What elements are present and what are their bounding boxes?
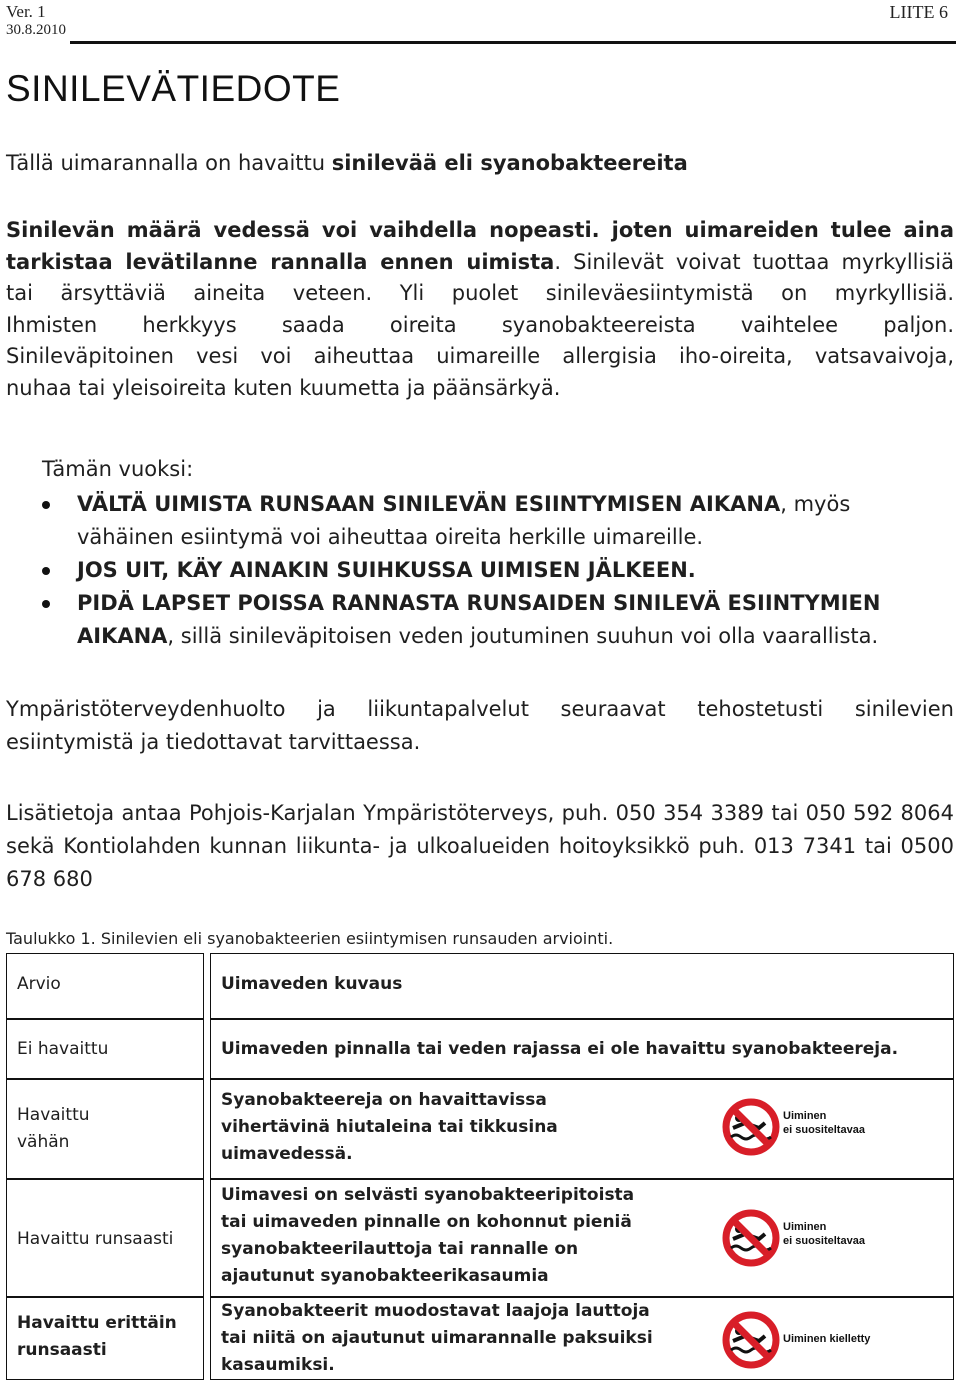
rating-text: Havaittu vähän [17, 1105, 90, 1152]
sign-text: Uiminen ei suositeltavaa [783, 1110, 865, 1136]
no-swimming-icon [721, 1310, 891, 1374]
document-version: Ver. 1 [6, 2, 46, 21]
table-caption: Taulukko 1. Sinilevien eli syanobakteerien esiintymisen runsauden arviointi. [6, 929, 614, 948]
warning-text-3: tai ärsyttäviä aineita veteen. Yli puolet sinileväesiintymistä on myrkyllisiä. [6, 281, 954, 305]
header-kuvaus: Uimaveden kuvaus [221, 974, 403, 994]
no-swimming-icon [721, 1208, 881, 1272]
warning-line-3 [6, 278, 954, 310]
table-row-rating [6, 1079, 204, 1179]
description-text: Uimaveden pinnalla tai veden rajassa ei ole havaittu syanobakteereja. [221, 1039, 899, 1059]
no-swimming-sign [721, 1208, 881, 1272]
advice-bold: VÄLTÄ UIMISTA RUNSAAN SINILEVÄN ESIINTYMISEN AIKANA [77, 492, 781, 516]
table-row-description [210, 1079, 954, 1179]
advice-item [0, 587, 950, 653]
bullet-icon [42, 567, 50, 575]
description-text: Uimavesi on selvästi syanobakteeripitoista tai uimaveden pinnalle on kohonnut pieniä syanobakteerilauttoja tai rannalle on ajautunut syanobakteerikasaumia [221, 1185, 635, 1286]
rating-text: Ei havaittu [17, 1039, 109, 1059]
sign-text: Uiminen ei suositeltavaa [783, 1221, 865, 1247]
appendix-label: LIITE 6 [889, 2, 948, 22]
therefore-label: Tämän vuoksi: [42, 457, 194, 481]
monitoring-paragraph: Ympäristöterveydenhuolto ja liikuntapalvelut seuraavat tehostetusti sinilevien esiintymistä ja tiedottavat tarvittaessa. [6, 697, 954, 754]
no-swimming-sign [721, 1097, 881, 1161]
document-date: 30.8.2010 [6, 22, 66, 38]
table-row-description [210, 1179, 954, 1297]
warning-text-5: Sinileväpitoinen vesi voi aiheuttaa uimareille allergisia iho-oireita, vatsavaivoja, [6, 344, 954, 368]
advice-item [0, 554, 950, 587]
description-text: Syanobakteerit muodostavat laajoja lauttoja tai niitä on ajautunut uimarannalle paksuiksi kasaumiksi. [221, 1301, 653, 1375]
table-header-cell [210, 953, 954, 1019]
intro-paragraph [6, 148, 954, 180]
warning-line-4 [6, 310, 954, 342]
warning-line-6 [6, 373, 954, 405]
table-row-rating [6, 1179, 204, 1297]
warning-line-1 [6, 215, 954, 247]
table-row-description [210, 1297, 954, 1380]
advice-text: , sillä sinileväpitoisen veden joutuminen suuhun voi olla vaarallista. [167, 624, 879, 648]
intro-text: Tällä uimarannalla on havaittu [6, 151, 332, 175]
advice-item [0, 488, 950, 554]
sign-text: Uiminen kielletty [783, 1333, 871, 1345]
intro-bold: sinilevää eli syanobakteereita [331, 151, 688, 175]
advice-text: , myös vähäinen esiintymä voi aiheuttaa oireita herkille uimareille. [77, 492, 851, 549]
advice-bold: JOS UIT, KÄY AINAKIN SUIHKUSSA UIMISEN JÄLKEEN. [77, 558, 696, 582]
header-arvio: Arvio [17, 974, 61, 994]
advice-bold: PIDÄ LAPSET POISSA RANNASTA RUNSAIDEN SINILEVÄ ESIINTYMIEN AIKANA [77, 591, 881, 648]
table-row-description [210, 1019, 954, 1079]
no-swimming-sign [721, 1310, 891, 1374]
bullet-icon [42, 501, 50, 509]
table-header-cell [6, 953, 204, 1019]
advice-list [0, 488, 950, 653]
warning-paragraph [6, 215, 954, 404]
contact-paragraph: Lisätietoja antaa Pohjois-Karjalan Ympäristöterveys, puh. 050 354 3389 tai 050 592 8064 sekä Kontiolahden kunnan liikunta- ja ulkoalueiden hoitoyksikkö puh. 013 7341 tai 0500 678 680 [6, 801, 954, 891]
warning-text-2: . Sinilevät voivat tuottaa myrkyllisiä [554, 249, 954, 274]
warning-line-5 [6, 341, 954, 373]
warning-text-6: nuhaa tai yleisoireita kuten kuumetta ja päänsärkyä. [6, 375, 561, 400]
header-rule [70, 41, 956, 44]
description-text: Syanobakteereja on havaittavissa vihertävinä hiutaleina tai tikkusina uimavedessä. [221, 1090, 558, 1164]
rating-text: Havaittu runsaasti [17, 1229, 174, 1249]
page-title: SINILEVÄTIEDOTE [6, 68, 341, 109]
rating-text: Havaittu erittäin runsaasti [17, 1313, 177, 1360]
table-row-rating [6, 1019, 204, 1079]
no-swimming-icon [721, 1097, 881, 1161]
bullet-icon [42, 600, 50, 608]
assessment-table [6, 953, 954, 1380]
warning-bold-2: tarkistaa levätilanne rannalla ennen uimista [6, 249, 555, 274]
warning-line-2 [6, 247, 954, 279]
warning-text-4: Ihmisten herkkyys saada oireita syanobakteereista vaihtelee paljon. [6, 312, 954, 337]
table-row-rating [6, 1297, 204, 1380]
warning-bold-1: Sinilevän määrä vedessä voi vaihdella nopeasti. joten uimareiden tulee aina [6, 218, 954, 242]
